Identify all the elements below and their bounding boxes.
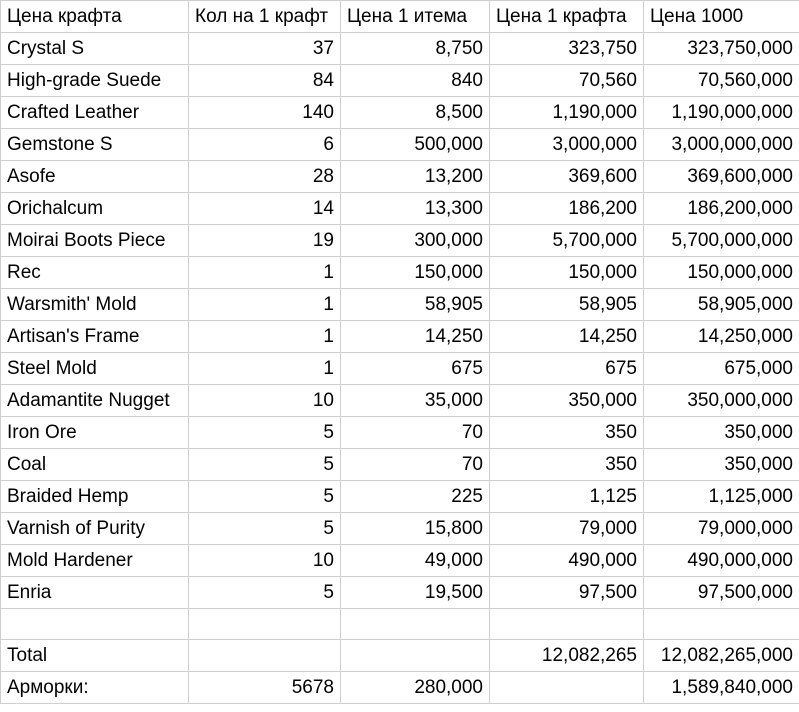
cell-item-price[interactable]: 225 (341, 481, 490, 513)
cell-craft-price[interactable]: 350 (490, 417, 644, 449)
cell-qty-per-craft[interactable]: 1 (189, 289, 341, 321)
table-row (1, 385, 799, 417)
cell-price-1000[interactable]: 70,560,000 (644, 65, 799, 97)
table-row (1, 225, 799, 257)
cell-material-name[interactable]: Braided Hemp (1, 481, 189, 513)
table-row (1, 609, 799, 640)
cell-price-1000[interactable]: 350,000,000 (644, 385, 799, 417)
cell-material-name[interactable]: Adamantite Nugget (1, 385, 189, 417)
cell-material-name[interactable]: Mold Hardener (1, 545, 189, 577)
cell-craft-price[interactable]: 350 (490, 449, 644, 481)
cell-craft-price[interactable]: 186,200 (490, 193, 644, 225)
cell-qty-per-craft[interactable]: 10 (189, 545, 341, 577)
cell-item-price[interactable]: 840 (341, 65, 490, 97)
table-row (1, 33, 799, 65)
cell-craft-price[interactable] (490, 672, 644, 704)
cell-item-price[interactable]: 15,800 (341, 513, 490, 545)
cell-material-name[interactable]: Asofe (1, 161, 189, 193)
cell-price-1000[interactable]: 5,700,000,000 (644, 225, 799, 257)
cell-material-name[interactable]: Crystal S (1, 33, 189, 65)
cell-craft-price[interactable]: 3,000,000 (490, 129, 644, 161)
cell-craft-price[interactable]: 79,000 (490, 513, 644, 545)
cell-qty-per-craft[interactable]: 84 (189, 65, 341, 97)
table-row (1, 640, 799, 672)
cell-material-name[interactable]: Steel Mold (1, 353, 189, 385)
cell-craft-price[interactable]: 490,000 (490, 545, 644, 577)
cell-item-price[interactable]: 13,300 (341, 193, 490, 225)
spreadsheet-body (1, 1, 799, 704)
header-cell-one-craft[interactable]: Цена 1 крафта (490, 1, 644, 33)
cell-price-1000[interactable]: 1,589,840,000 (644, 672, 799, 704)
cell-qty-per-craft[interactable] (189, 609, 341, 640)
cell-price-1000[interactable]: 369,600,000 (644, 161, 799, 193)
cell-material-name[interactable]: Gemstone S (1, 129, 189, 161)
header-cell-craft-price[interactable]: Цена крафта (1, 1, 189, 33)
cell-material-name[interactable]: Moirai Boots Piece (1, 225, 189, 257)
cell-material-name[interactable]: Total (1, 640, 189, 672)
cell-craft-price[interactable]: 5,700,000 (490, 225, 644, 257)
cell-price-1000[interactable]: 675,000 (644, 353, 799, 385)
cell-price-1000[interactable]: 58,905,000 (644, 289, 799, 321)
cell-material-name[interactable]: Iron Ore (1, 417, 189, 449)
table-row (1, 481, 799, 513)
cell-qty-per-craft[interactable]: 1 (189, 321, 341, 353)
cell-price-1000[interactable]: 1,190,000,000 (644, 97, 799, 129)
cell-item-price[interactable]: 675 (341, 353, 490, 385)
cell-qty-per-craft[interactable]: 1 (189, 353, 341, 385)
table-row (1, 672, 799, 704)
cell-craft-price[interactable]: 350,000 (490, 385, 644, 417)
table-row (1, 513, 799, 545)
cell-qty-per-craft[interactable]: 5 (189, 577, 341, 609)
header-cell-item-price[interactable]: Цена 1 итема (341, 1, 490, 33)
cell-craft-price[interactable] (490, 609, 644, 640)
cell-qty-per-craft[interactable]: 5 (189, 417, 341, 449)
table-row (1, 545, 799, 577)
cell-material-name[interactable]: Warsmith' Mold (1, 289, 189, 321)
cell-price-1000[interactable]: 490,000,000 (644, 545, 799, 577)
cell-price-1000[interactable]: 150,000,000 (644, 257, 799, 289)
cell-item-price[interactable]: 35,000 (341, 385, 490, 417)
cell-material-name[interactable]: Orichalcum (1, 193, 189, 225)
cell-item-price[interactable]: 13,200 (341, 161, 490, 193)
cell-qty-per-craft[interactable]: 14 (189, 193, 341, 225)
cell-item-price[interactable]: 58,905 (341, 289, 490, 321)
cell-item-price[interactable]: 14,250 (341, 321, 490, 353)
cell-material-name[interactable]: Artisan's Frame (1, 321, 189, 353)
cell-material-name[interactable] (1, 609, 189, 640)
cell-craft-price[interactable]: 150,000 (490, 257, 644, 289)
header-cell-price-1000[interactable]: Цена 1000 (644, 1, 799, 33)
cell-item-price[interactable]: 8,750 (341, 33, 490, 65)
table-row (1, 577, 799, 609)
table-row (1, 449, 799, 481)
cell-material-name[interactable]: Varnish of Purity (1, 513, 189, 545)
cell-item-price[interactable]: 49,000 (341, 545, 490, 577)
cell-item-price[interactable] (341, 609, 490, 640)
cell-material-name[interactable]: Rec (1, 257, 189, 289)
table-row (1, 97, 799, 129)
cell-price-1000[interactable]: 1,125,000 (644, 481, 799, 513)
cell-qty-per-craft[interactable]: 6 (189, 129, 341, 161)
cell-item-price[interactable]: 500,000 (341, 129, 490, 161)
cell-item-price[interactable]: 70 (341, 449, 490, 481)
cell-craft-price[interactable]: 369,600 (490, 161, 644, 193)
cell-price-1000[interactable]: 12,082,265,000 (644, 640, 799, 672)
cell-material-name[interactable]: Арморки: (1, 672, 189, 704)
cell-item-price[interactable]: 280,000 (341, 672, 490, 704)
cell-craft-price[interactable]: 14,250 (490, 321, 644, 353)
cell-craft-price[interactable]: 1,190,000 (490, 97, 644, 129)
cell-craft-price[interactable]: 12,082,265 (490, 640, 644, 672)
cell-qty-per-craft[interactable]: 19 (189, 225, 341, 257)
cell-qty-per-craft[interactable]: 5678 (189, 672, 341, 704)
cell-item-price[interactable]: 19,500 (341, 577, 490, 609)
cell-item-price[interactable]: 300,000 (341, 225, 490, 257)
cell-price-1000[interactable]: 14,250,000 (644, 321, 799, 353)
table-row (1, 289, 799, 321)
cell-price-1000[interactable]: 350,000 (644, 449, 799, 481)
cell-qty-per-craft[interactable]: 10 (189, 385, 341, 417)
cell-craft-price[interactable]: 323,750 (490, 33, 644, 65)
cell-item-price[interactable]: 8,500 (341, 97, 490, 129)
cell-item-price[interactable]: 150,000 (341, 257, 490, 289)
table-row (1, 321, 799, 353)
cell-material-name[interactable]: High-grade Suede (1, 65, 189, 97)
cell-craft-price[interactable]: 58,905 (490, 289, 644, 321)
cell-craft-price[interactable]: 70,560 (490, 65, 644, 97)
cell-qty-per-craft[interactable]: 37 (189, 33, 341, 65)
header-row (1, 1, 799, 33)
table-row (1, 129, 799, 161)
cell-craft-price[interactable]: 1,125 (490, 481, 644, 513)
table-row (1, 193, 799, 225)
cell-price-1000[interactable]: 97,500,000 (644, 577, 799, 609)
cell-qty-per-craft[interactable]: 28 (189, 161, 341, 193)
cell-price-1000[interactable]: 186,200,000 (644, 193, 799, 225)
cell-material-name[interactable]: Enria (1, 577, 189, 609)
cell-price-1000[interactable] (644, 609, 799, 640)
cell-item-price[interactable] (341, 640, 490, 672)
table-row (1, 65, 799, 97)
cell-craft-price[interactable]: 97,500 (490, 577, 644, 609)
cell-price-1000[interactable]: 323,750,000 (644, 33, 799, 65)
cell-item-price[interactable]: 70 (341, 417, 490, 449)
cell-price-1000[interactable]: 79,000,000 (644, 513, 799, 545)
cell-qty-per-craft[interactable]: 5 (189, 513, 341, 545)
cell-material-name[interactable]: Coal (1, 449, 189, 481)
table-row (1, 417, 799, 449)
table-row (1, 353, 799, 385)
cell-qty-per-craft[interactable]: 140 (189, 97, 341, 129)
cell-qty-per-craft[interactable] (189, 640, 341, 672)
cell-qty-per-craft[interactable]: 1 (189, 257, 341, 289)
table-row (1, 257, 799, 289)
cell-price-1000[interactable]: 3,000,000,000 (644, 129, 799, 161)
table-row (1, 161, 799, 193)
cell-craft-price[interactable]: 675 (490, 353, 644, 385)
cell-material-name[interactable]: Crafted Leather (1, 97, 189, 129)
header-cell-qty[interactable]: Кол на 1 крафт (189, 1, 341, 33)
cell-qty-per-craft[interactable]: 5 (189, 481, 341, 513)
cell-qty-per-craft[interactable]: 5 (189, 449, 341, 481)
cell-price-1000[interactable]: 350,000 (644, 417, 799, 449)
